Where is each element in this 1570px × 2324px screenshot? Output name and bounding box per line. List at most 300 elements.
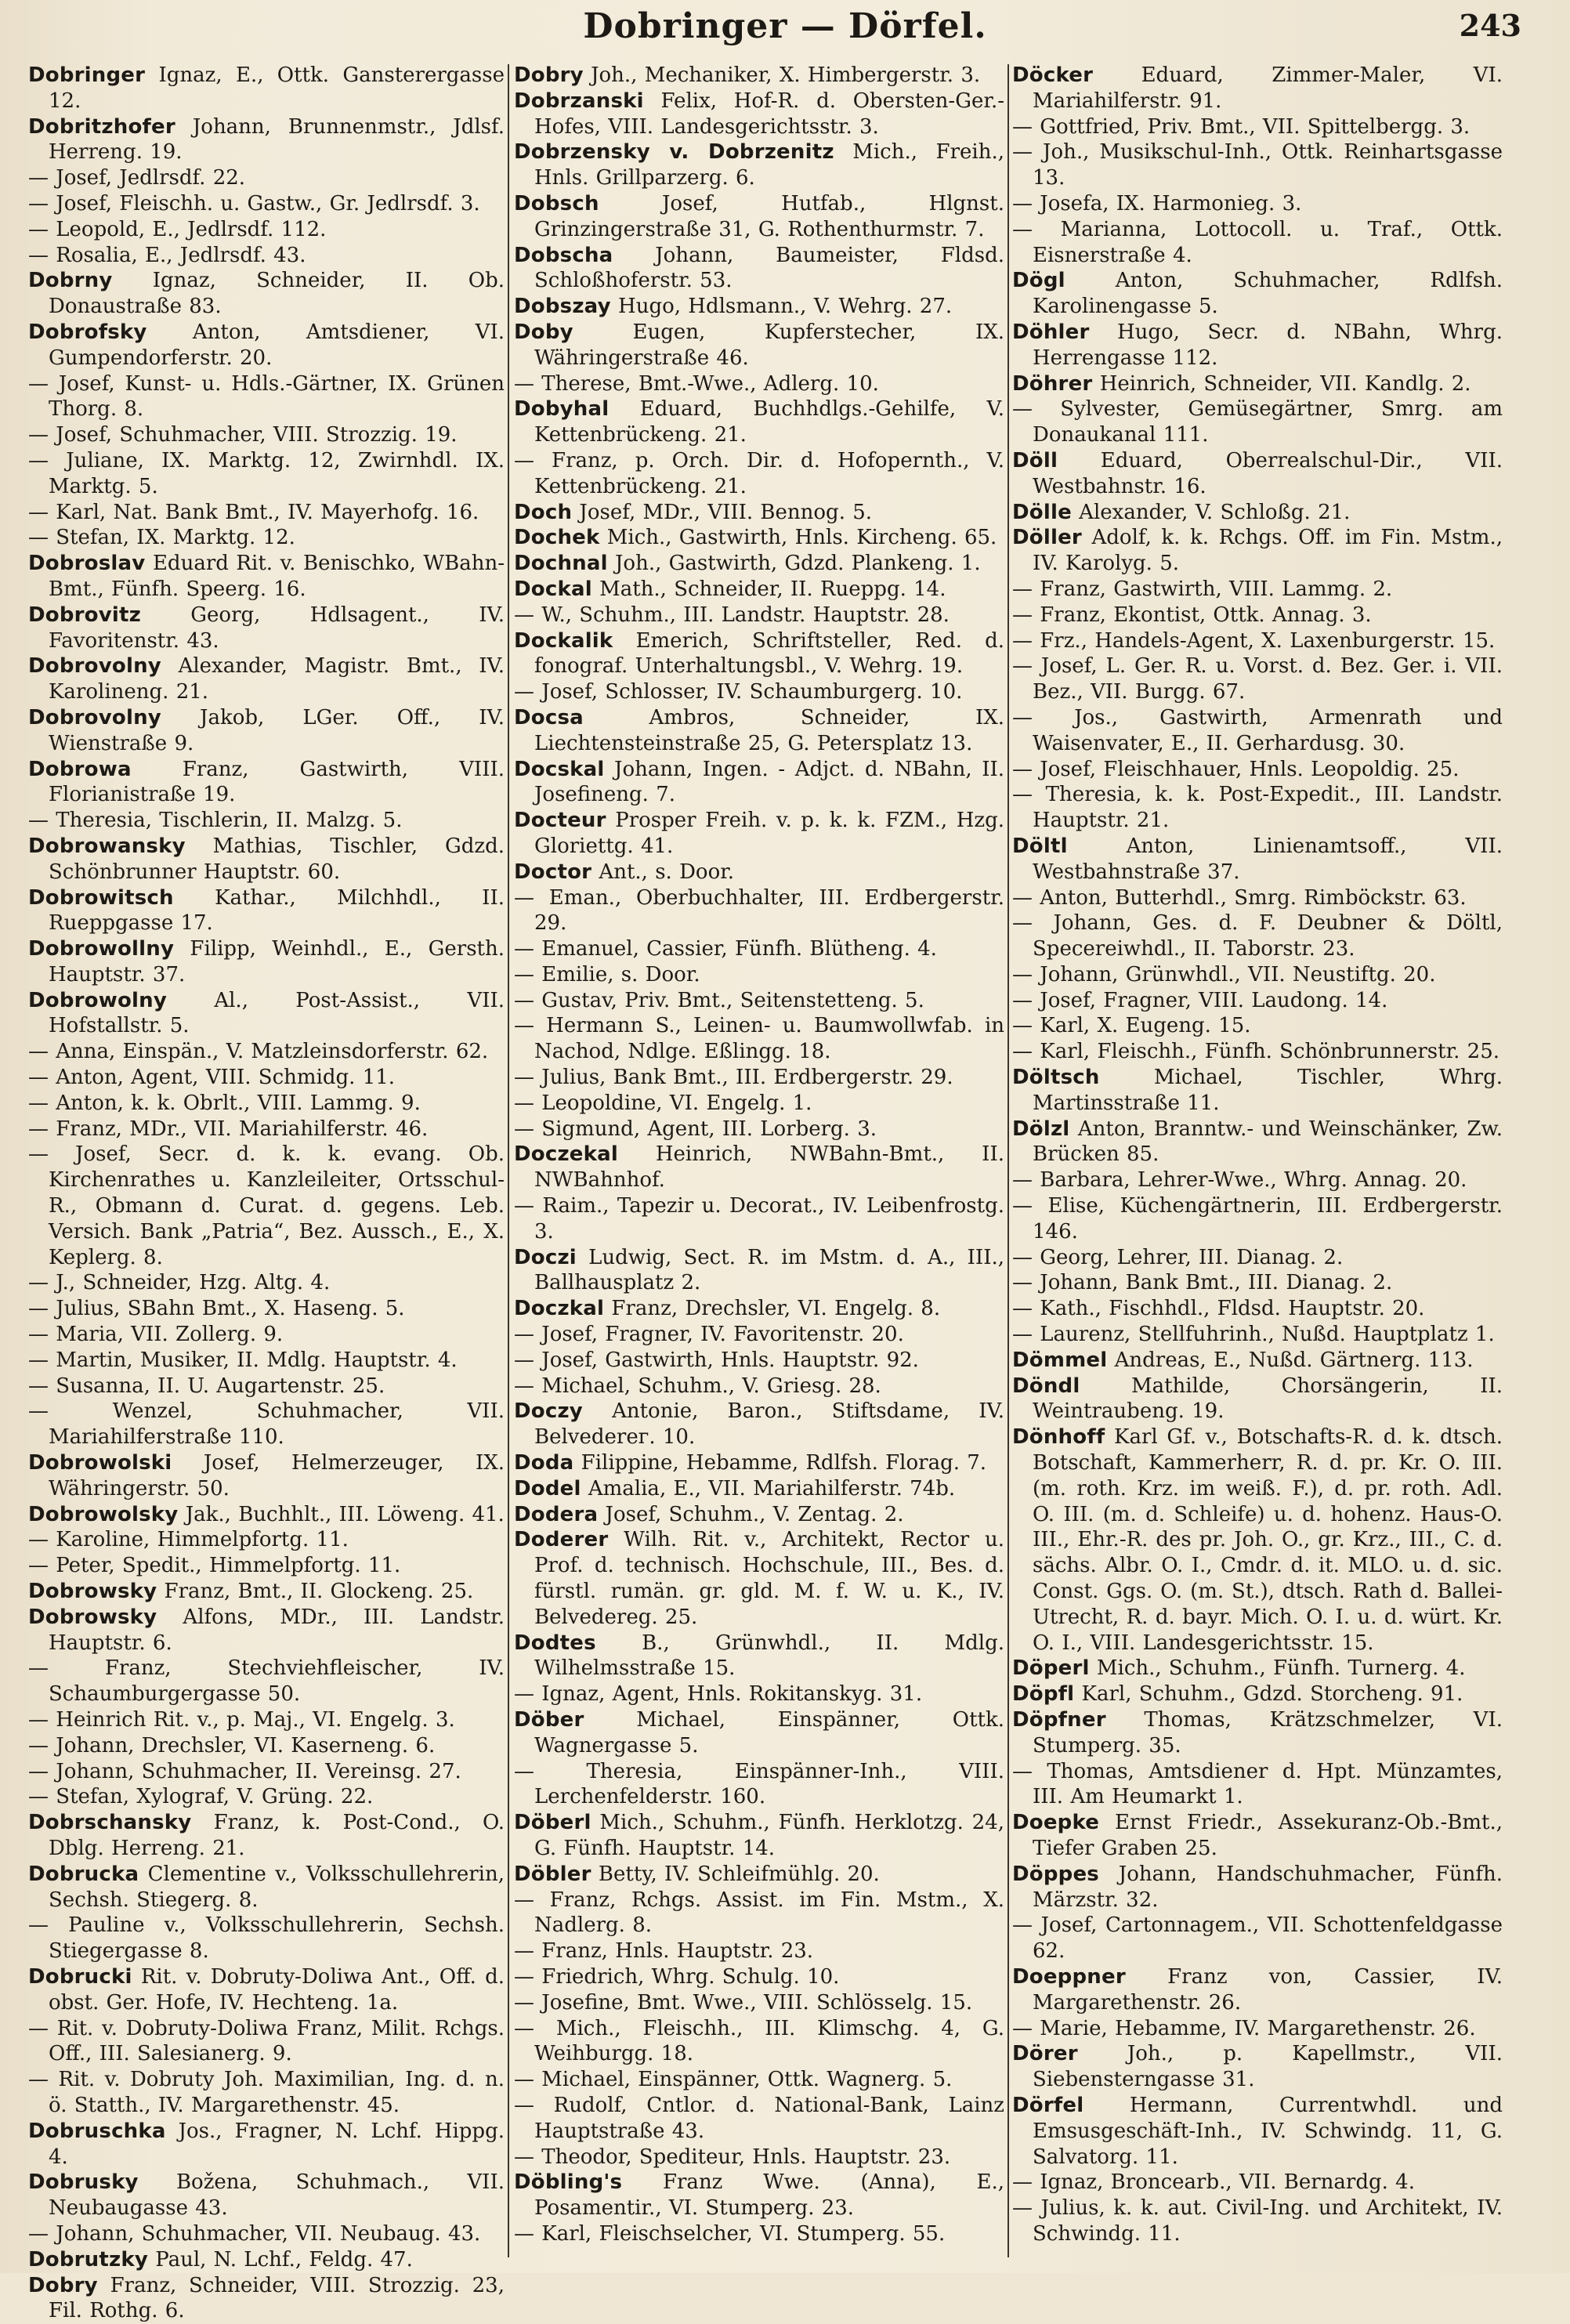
column-rule-1 [508, 64, 509, 2257]
directory-entry [514, 1938, 1004, 1964]
directory-entry [28, 1322, 505, 1348]
directory-entry [514, 2145, 1004, 2170]
directory-entry [514, 2221, 1004, 2247]
directory-entry [28, 165, 505, 191]
entry-details: Joh., p. Kapellmstr., VII. Siebensterngasse 31. [1033, 2042, 1503, 2092]
entry-details: — Karl, Nat. Bank Bmt., IV. Mayerhofg. 16. [28, 500, 479, 524]
entry-surname: Dobrowa [28, 757, 132, 781]
directory-entry [1012, 1167, 1503, 1193]
entry-details: — Mich., Fleischh., III. Klimschg. 4, G. Weihburgg. 18. [514, 2016, 1004, 2066]
entry-surname: Dobyhal [514, 397, 610, 422]
directory-entry [514, 551, 1004, 577]
entry-details: — Josefa, IX. Harmonieg. 3. [1012, 191, 1302, 215]
entry-details: — Marianna, Lottocoll. u. Traf., Ottk. Eisnerstraße 4. [1012, 217, 1503, 267]
directory-entry [514, 320, 1004, 371]
page-number: 243 [1459, 8, 1521, 43]
entry-surname: Dörfel [1012, 2093, 1084, 2117]
directory-entry [514, 89, 1004, 140]
directory-entry [514, 1245, 1004, 1297]
directory-entry [28, 1374, 505, 1399]
entry-surname: Dobrutzky [28, 2247, 148, 2272]
directory-entry [1012, 1810, 1503, 1862]
entry-surname: Dobrny [28, 269, 113, 293]
directory-entry [514, 1631, 1004, 1682]
entry-details: Božena, Schuhmach., VII. Neubaugasse 43. [49, 2170, 505, 2221]
entry-details: Mathilde, Chorsängerin, II. Weintraubeng. 19. [1033, 1374, 1503, 1424]
entry-details: — Franz, Ekontist, Ottk. Annag. 3. [1012, 603, 1372, 627]
entry-details: Kathar., Milchhdl., II. Rueppgasse 17. [49, 885, 505, 936]
entry-details: Hugo, Hdlsmann., V. Wehrg. 27. [610, 295, 953, 319]
entry-surname: Döhrer [1012, 371, 1093, 396]
entry-surname: Dobrschansky [28, 1811, 192, 1835]
directory-entry [514, 1990, 1004, 2016]
entry-details: Alfons, MDr., III. Landstr. Hauptstr. 6. [49, 1605, 505, 1655]
entry-surname: Dölle [1012, 500, 1072, 524]
directory-entry [1012, 2041, 1503, 2093]
entry-details: — Theodor, Spediteur, Hnls. Hauptstr. 23. [514, 2145, 951, 2169]
directory-entry [1012, 653, 1503, 705]
directory-entry [28, 1862, 505, 1913]
entry-surname: Döller [1012, 526, 1082, 550]
directory-entry [1012, 268, 1503, 320]
directory-entry [1012, 1862, 1503, 1913]
directory-entry [514, 243, 1004, 295]
entry-details: Rit. v. Dobruty-Doliwa Ant., Off. d. obst. Ger. Hofe, IV. Hechteng. 1a. [49, 1964, 505, 2014]
directory-entry [28, 551, 505, 603]
entry-surname: Dobscha [514, 243, 613, 267]
entry-details: Mich., Schuhm., Fünfh. Turnerg. 4. [1089, 1656, 1466, 1681]
entry-details: — Georg, Lehrer, III. Dianag. 2. [1012, 1245, 1344, 1269]
entry-details: — Stefan, IX. Marktg. 12. [28, 526, 295, 550]
entry-surname: Dörer [1012, 2042, 1078, 2066]
entry-details: — Josef, Fragner, IV. Favoritenstr. 20. [514, 1323, 904, 1347]
directory-entry [1012, 988, 1503, 1014]
entry-details: Thomas, Krätzschmelzer, VI. Stumperg. 35. [1033, 1708, 1503, 1757]
entry-details: Franz, Schneider, VIII. Strozzig. 23, Fil. Rothg. 6. [49, 2273, 505, 2323]
entry-details: — Anna, Einspän., V. Matzleinsdorferstr. 62. [28, 1040, 489, 1064]
entry-details: Franz, Drechsler, VI. Engelg. 8. [604, 1297, 941, 1321]
directory-entry [514, 2016, 1004, 2068]
directory-entry [514, 448, 1004, 500]
entry-details: Franz, Bmt., II. Glockeng. 25. [157, 1580, 474, 1604]
directory-entry [28, 705, 505, 757]
entry-surname: Dochek [514, 526, 600, 550]
directory-entry [514, 1065, 1004, 1091]
directory-entry [28, 1553, 505, 1579]
entry-details: — Heinrich Rit. v., p. Maj., VI. Engelg. 3. [28, 1708, 455, 1732]
entry-details: — Anton, Butterhdl., Smrg. Rimböckstr. 63. [1012, 885, 1467, 910]
entry-surname: Dobrowsky [28, 1605, 157, 1629]
directory-entry [28, 1270, 505, 1296]
entry-details: — Johann, Grünwhdl., VII. Neustiftg. 20. [1012, 962, 1436, 986]
directory-entry [28, 2170, 505, 2221]
directory-entry [1012, 525, 1503, 577]
entry-details: Heinrich, Schneider, VII. Kandlg. 2. [1092, 371, 1471, 396]
entry-surname: Döbling's [514, 2170, 623, 2195]
directory-entry [1012, 2195, 1503, 2247]
directory-entry [514, 1399, 1004, 1450]
entry-surname: Dögl [1012, 269, 1065, 293]
column-rule-2 [1007, 64, 1009, 2257]
entry-details: — Wenzel, Schuhmacher, VII. Mariahilferstraße 110. [28, 1399, 505, 1450]
entry-details: — Peter, Spedit., Himmelpfortg. 11. [28, 1554, 401, 1578]
directory-entry [514, 757, 1004, 809]
directory-entry [514, 63, 1004, 89]
directory-entry [1012, 1656, 1503, 1681]
entry-details: Mich., Freih., Hnls. Grillparzerg. 6. [534, 140, 1005, 190]
directory-entry [1012, 1039, 1503, 1065]
entry-details: Alexander, Magistr. Bmt., IV. Karolineng. 21. [49, 654, 505, 704]
entry-details: Ludwig, Sect. R. im Mstm. d. A., III., Ballhausplatz 2. [534, 1245, 1004, 1295]
directory-entry [28, 1759, 505, 1785]
entry-details: — Franz, Gastwirth, VIII. Lammg. 2. [1012, 577, 1393, 601]
entry-details: — Johann, Schuhmacher, II. Vereinsg. 27. [28, 1759, 461, 1783]
entry-surname: Doda [514, 1451, 574, 1475]
directory-entry [514, 1193, 1004, 1245]
directory-entry [514, 1296, 1004, 1322]
directory-entry [28, 1579, 505, 1605]
directory-entry [28, 808, 505, 834]
directory-entry [28, 1527, 505, 1553]
entry-details: — Karl, Fleischselcher, VI. Stumperg. 55. [514, 2221, 946, 2246]
entry-surname: Döpfner [1012, 1708, 1106, 1732]
directory-entry [514, 2093, 1004, 2145]
entry-details: Paul, N. Lchf., Feldg. 47. [148, 2247, 413, 2272]
directory-entry [28, 371, 505, 423]
entry-surname: Doczekal [514, 1142, 618, 1167]
entry-surname: Döppes [1012, 1862, 1099, 1886]
entry-details: — Friedrich, Whrg. Schulg. 10. [514, 1964, 840, 1989]
entry-surname: Doderer [514, 1528, 609, 1552]
entry-details: Mathias, Tischler, Gdzd. Schönbrunner Hauptstr. 60. [49, 834, 505, 884]
directory-entry [514, 1117, 1004, 1142]
entry-details: — Josef, Secr. d. k. k. evang. Ob. Kirchenrathes u. Kanzleileiter, Ortsschul-R., Obmann d. Curat. d. gegens. Leb. Versich. Bank „Patria“, Bez. Aussch., E., X. Keplerg. 8. [28, 1142, 505, 1269]
entry-details: — Susanna, II. U. Augartenstr. 25. [28, 1374, 385, 1398]
entry-details: — Michael, Schuhm., V. Griesg. 28. [514, 1374, 881, 1398]
directory-entry [514, 1476, 1004, 1502]
directory-entry [1012, 834, 1503, 885]
entry-details: — Franz, Hnls. Hauptstr. 23. [514, 1939, 814, 1964]
entry-surname: Docsa [514, 705, 584, 729]
directory-entry [514, 628, 1004, 680]
entry-surname: Dobrucki [28, 1964, 132, 1989]
entry-details: — Raim., Tapezir u. Decorat., IV. Leibenfrostg. 3. [514, 1194, 1004, 1243]
entry-surname: Dobrowolny [28, 988, 167, 1012]
directory-entry [1012, 63, 1503, 114]
directory-entry [1012, 191, 1503, 217]
entry-details: — Eman., Oberbuchhalter, III. Erdbergerstr. 29. [514, 885, 1004, 936]
directory-entry [28, 1142, 505, 1270]
entry-surname: Dobsch [514, 191, 599, 215]
entry-details: Johann, Brunnenmstr., Jdlsf. Herreng. 19. [49, 114, 505, 165]
entry-surname: Dömmel [1012, 1348, 1108, 1372]
entry-details: Felix, Hof-R. d. Obersten-Ger.-Hofes, VIII. Landesgerichtsstr. 3. [534, 89, 1004, 139]
entry-details: — Juliane, IX. Marktg. 12, Zwirnhdl. IX. Marktg. 5. [28, 448, 505, 498]
directory-entry [28, 525, 505, 551]
directory-entry [28, 1605, 505, 1656]
directory-entry [1012, 628, 1503, 654]
directory-entry [1012, 2093, 1503, 2170]
directory-entry [28, 936, 505, 988]
directory-entry [514, 603, 1004, 628]
entry-details: Clementine v., Volksschullehrerin, Sechsh. Stiegerg. 8. [49, 1862, 505, 1912]
directory-entry [1012, 1374, 1503, 1425]
entry-details: Ignaz, Schneider, II. Ob. Donaustraße 83. [49, 269, 505, 319]
entry-surname: Döber [514, 1708, 584, 1732]
entry-details: — Theresia, Einspänner-Inh., VIII. Lerchenfelderstr. 160. [514, 1759, 1004, 1809]
entry-details: Hugo, Secr. d. NBahn, Whrg. Herrengasse 112. [1033, 320, 1503, 370]
entry-surname: Dobry [28, 2273, 98, 2297]
entry-details: — Julius, Bank Bmt., III. Erdbergerstr. 29. [514, 1066, 953, 1090]
directory-entry [514, 1862, 1004, 1888]
directory-entry [28, 1733, 505, 1759]
entry-details: Anton, Schuhmacher, Rdlfsh. Karolinengasse 5. [1033, 269, 1503, 319]
entry-details: Wilh. Rit. v., Architekt, Rector u. Prof. d. technisch. Hochschule, III., Bes. d. fürstl. rumän. gr. gld. M. f. W. u. K., IV. Belvedereg. 25. [534, 1528, 1004, 1629]
entry-details: — Julius, k. k. aut. Civil-Ing. und Architekt, IV. Schwindg. 11. [1012, 2196, 1503, 2246]
directory-entry [514, 191, 1004, 243]
directory-entry [1012, 757, 1503, 783]
entry-details: — Josef, Kunst- u. Hdls.-Gärtner, IX. Grünen Thorg. 8. [28, 371, 505, 422]
entry-details: Karl Gf. v., Botschafts-R. d. k. dtsch. Botschaft, Kammerherr, R. d. pr. Kr. O. III. (m. roth. Krz. im weiß. F.), d. pr. roth. Adl. O. III. (m. d. Schleife) u. d. hohenz. Haus-O. III., Ehr.-R. des pr. Joh. O., gr. Krz., III., C. d. sächs. Albr. O. I., Cmdr. d. it. MLO. u. d. sic. Const. Ggs. O. (m. St.), dtsch. Rath d. Ballei-Utrecht, R. d. bayr. Mich. O. I. u. d. würt. Kr. O. I., VIII. Landesgerichtsstr. 15. [1033, 1425, 1503, 1655]
entry-details: Adolf, k. k. Rchgs. Off. im Fin. Mstm., IV. Karolyg. 5. [1033, 526, 1503, 576]
entry-details: Ignaz, E., Ottk. Gansterergasse 12. [49, 63, 505, 113]
entry-details: — Kath., Fischhdl., Fldsd. Hauptstr. 20. [1012, 1297, 1425, 1321]
directory-entry [1012, 139, 1503, 191]
directory-entry [1012, 1245, 1503, 1271]
entry-details: Prosper Freih. v. p. k. k. FZM., Hzg. Gloriettg. 41. [534, 809, 1004, 858]
entry-surname: Doctor [514, 860, 592, 884]
entry-details: — Johann, Schuhmacher, VII. Neubaug. 43. [28, 2221, 481, 2246]
entry-details: — Josef, Schuhmacher, VIII. Strozzig. 19. [28, 423, 458, 447]
entry-details: Anton, Linienamtsoff., VII. Westbahnstraße 37. [1033, 834, 1503, 884]
entry-surname: Dobritzhofer [28, 114, 175, 139]
entry-details: Eugen, Kupferstecher, IX. Währingerstraße 46. [534, 320, 1004, 370]
entry-details: Franz, k. Post-Cond., O. Dblg. Herreng. 21. [49, 1811, 505, 1860]
directory-entry [514, 705, 1004, 757]
directory-entry [28, 2221, 505, 2247]
entry-surname: Doepke [1012, 1811, 1100, 1835]
directory-entry [514, 988, 1004, 1014]
entry-details: Jakob, LGer. Off., IV. Wienstraße 9. [49, 705, 505, 755]
entry-details: — Franz, Stechviehfleischer, IV. Schaumburgergasse 50. [28, 1656, 505, 1707]
entry-details: Betty, IV. Schleifmühlg. 20. [591, 1862, 880, 1886]
entry-details: — W., Schuhm., III. Landstr. Hauptstr. 28. [514, 603, 950, 627]
directory-entry [1012, 1117, 1503, 1168]
entry-surname: Dobry [514, 63, 584, 87]
entry-surname: Doch [514, 500, 573, 524]
entry-surname: Doczy [514, 1399, 583, 1424]
entry-details: — Michael, Einspänner, Ottk. Wagnerg. 5. [514, 2068, 953, 2092]
directory-entry [1012, 577, 1503, 603]
entry-details: — Johann, Drechsler, VI. Kaserneng. 6. [28, 1733, 436, 1757]
entry-details: — Martin, Musiker, II. Mdlg. Hauptstr. 4. [28, 1348, 458, 1372]
directory-entry [1012, 1681, 1503, 1707]
entry-details: Jak., Buchhlt., III. Löweng. 41. [178, 1502, 505, 1526]
entry-details: Joh., Gastwirth, Gdzd. Plankeng. 1. [607, 552, 981, 576]
entry-details: Mich., Schuhm., Fünfh. Herklotzg. 24, G. Fünfh. Hauptstr. 14. [534, 1811, 1004, 1860]
entry-details: — Jos., Gastwirth, Armenrath und Waisenvater, E., II. Gerhardusg. 30. [1012, 705, 1503, 755]
directory-entry [28, 268, 505, 320]
directory-entry [28, 422, 505, 448]
directory-entry [28, 191, 505, 217]
entry-surname: Döndl [1012, 1374, 1080, 1398]
directory-entry [1012, 910, 1503, 962]
directory-entry [514, 1810, 1004, 1862]
entry-details: — Marie, Hebamme, IV. Margarethenstr. 26. [1012, 2016, 1476, 2040]
directory-entry [1012, 1348, 1503, 1374]
entry-surname: Dobringer [28, 63, 146, 87]
entry-details: Georg, Hdlsagent., IV. Favoritenstr. 43. [49, 603, 505, 653]
entry-surname: Dölzl [1012, 1117, 1070, 1141]
entry-details: Eduard, Zimmer-Maler, VI. Mariahilferstr. 91. [1033, 63, 1503, 113]
entry-details: Ant., s. Door. [591, 860, 735, 884]
directory-entry [514, 1888, 1004, 1939]
entry-details: — Anton, Agent, VIII. Schmidg. 11. [28, 1066, 396, 1090]
directory-entry [28, 2273, 505, 2324]
entry-details: — Josef, L. Ger. R. u. Vorst. d. Bez. Ger. i. VII. Bez., VII. Burgg. 67. [1012, 654, 1503, 704]
entry-details: Emerich, Schriftsteller, Red. d. fonograf. Unterhaltungsbl., V. Wehrg. 19. [534, 628, 1004, 679]
entry-details: — Rosalia, E., Jedlrsdf. 43. [28, 243, 306, 267]
entry-details: — Josef, Fleischh. u. Gastw., Gr. Jedlrsdf. 3. [28, 191, 480, 215]
directory-entry [28, 1450, 505, 1502]
entry-surname: Dobrowitsch [28, 885, 174, 910]
entry-details: Filippine, Hebamme, Rdlfsh. Florag. 7. [573, 1451, 987, 1475]
entry-details: — Joh., Musikschul-Inh., Ottk. Reinhartsgasse 13. [1012, 140, 1503, 190]
entry-details: Josef, MDr., VIII. Bennog. 5. [572, 500, 873, 524]
directory-entry [514, 885, 1004, 937]
directory-entry [1012, 1013, 1503, 1039]
entry-details: Joh., Mechaniker, X. Himbergerstr. 3. [583, 63, 981, 87]
entry-details: — Emilie, s. Door. [514, 962, 700, 986]
entry-details: — Johann, Bank Bmt., III. Dianag. 2. [1012, 1271, 1393, 1295]
entry-details: Hermann, Currentwhdl. und Emsusgeschäft-Inh., IV. Schwindg. 11, G. Salvatorg. 11. [1033, 2093, 1503, 2169]
entry-details: — Josef, Fragner, VIII. Laudong. 14. [1012, 988, 1388, 1012]
entry-details: — Pauline v., Volksschullehrerin, Sechsh. Stiegergasse 8. [28, 1913, 505, 1964]
entry-surname: Döcker [1012, 63, 1094, 87]
entry-details: — Karl, Fleischh., Fünfh. Schönbrunnerstr. 25. [1012, 1040, 1500, 1064]
entry-details: — Emanuel, Cassier, Fünfh. Blütheng. 4. [514, 937, 937, 961]
entry-details: Mich., Gastwirth, Hnls. Kircheng. 65. [599, 526, 997, 550]
directory-entry [514, 2170, 1004, 2221]
directory-entry [28, 114, 505, 166]
directory-entry [514, 1502, 1004, 1528]
directory-entry [28, 885, 505, 937]
directory-entry [514, 1091, 1004, 1117]
directory-entry [28, 1784, 505, 1810]
entry-details: — Josef, Gastwirth, Hnls. Hauptstr. 92. [514, 1348, 919, 1372]
directory-entry [28, 988, 505, 1040]
entry-details: — Elise, Küchengärtnerin, III. Erdbergerstr. 146. [1012, 1194, 1503, 1243]
column-1 [28, 63, 505, 2323]
directory-entry [514, 860, 1004, 885]
entry-surname: Döhler [1012, 320, 1090, 344]
entry-surname: Dobrzensky v. Dobrzenitz [514, 140, 834, 165]
entry-details: B., Grünwhdl., II. Mdlg. Wilhelmsstraße 15. [534, 1631, 1004, 1681]
entry-details: — Theresia, k. k. Post-Expedit., III. Landstr. Hauptstr. 21. [1012, 783, 1503, 833]
directory-entry [514, 1964, 1004, 1990]
entry-details: Al., Post-Assist., VII. Hofstallstr. 5. [49, 988, 505, 1038]
directory-entry [514, 1322, 1004, 1348]
directory-entry [1012, 1065, 1503, 1117]
entry-surname: Docskal [514, 757, 605, 781]
directory-entry [514, 371, 1004, 397]
directory-entry [1012, 1759, 1503, 1811]
directory-entry [28, 1296, 505, 1322]
directory-entry [28, 1810, 505, 1862]
entry-surname: Dobruschka [28, 2119, 166, 2143]
directory-entry [514, 1450, 1004, 1476]
entry-details: — Gustav, Priv. Bmt., Seitenstetteng. 5. [514, 988, 924, 1012]
entry-details: — Rit. v. Dobruty-Doliwa Franz, Milit. Rchgs. Off., III. Salesianerg. 9. [28, 2016, 505, 2066]
directory-entry [514, 396, 1004, 448]
directory-entry [28, 603, 505, 654]
directory-entry [28, 2067, 505, 2119]
entry-details: — Ignaz, Broncearb., VII. Bernardg. 4. [1012, 2170, 1415, 2195]
directory-entry [514, 962, 1004, 988]
directory-entry [514, 525, 1004, 551]
entry-details: Josef, Hutfab., Hlgnst. Grinzingerstraße 31, G. Rothenthurmstr. 7. [534, 191, 1004, 241]
entry-details: Michael, Tischler, Whrg. Martinsstraße 11. [1033, 1066, 1503, 1115]
directory-entry [1012, 1424, 1503, 1656]
directory-entry [28, 1117, 505, 1142]
directory-entry [514, 679, 1004, 705]
entry-details: — Laurenz, Stellfuhrinh., Nußd. Hauptplatz 1. [1012, 1323, 1495, 1347]
entry-surname: Dobrucka [28, 1862, 139, 1886]
entry-details: — Gottfried, Priv. Bmt., VII. Spittelbergg. 3. [1012, 114, 1471, 139]
directory-entry [514, 1374, 1004, 1399]
entry-details: Franz, Gastwirth, VIII. Florianistraße 19. [49, 757, 505, 807]
entry-details: — Therese, Bmt.-Wwe., Adlerg. 10. [514, 371, 879, 396]
entry-details: — Julius, SBahn Bmt., X. Haseng. 5. [28, 1297, 405, 1321]
directory-entry [1012, 1964, 1503, 2016]
entry-details: Franz Wwe. (Anna), E., Posamentir., VI. Stumperg. 23. [534, 2170, 1004, 2221]
directory-entry [28, 320, 505, 371]
directory-entry [1012, 371, 1503, 397]
directory-entry [28, 2016, 505, 2068]
entry-surname: Dockalik [514, 628, 613, 653]
directory-entry [1012, 217, 1503, 269]
directory-entry [514, 936, 1004, 962]
entry-surname: Dobrovitz [28, 603, 141, 627]
directory-entry [28, 2247, 505, 2273]
directory-entry [1012, 320, 1503, 371]
directory-entry [28, 448, 505, 500]
entry-details: Filipp, Weinhdl., E., Gersth. Hauptstr. 37. [49, 937, 505, 986]
entry-details: — Josef, Schlosser, IV. Schaumburgerg. 10. [514, 680, 963, 704]
directory-entry [28, 1065, 505, 1091]
entry-surname: Döberl [514, 1811, 591, 1835]
entry-surname: Dochnal [514, 552, 608, 576]
entry-surname: Dobrofsky [28, 320, 147, 344]
entry-surname: Docteur [514, 809, 606, 833]
entry-details: — Sigmund, Agent, III. Lorberg. 3. [514, 1117, 877, 1141]
entry-surname: Dobrowolsky [28, 1502, 179, 1526]
directory-entry [1012, 1270, 1503, 1296]
directory-entry [1012, 448, 1503, 500]
entry-details: Ernst Friedr., Assekuranz-Ob.-Bmt., Tiefer Graben 25. [1033, 1811, 1503, 1860]
entry-details: — Barbara, Lehrer-Wwe., Whrg. Annag. 20. [1012, 1168, 1467, 1193]
entry-details: — Leopold, E., Jedlrsdf. 112. [28, 217, 327, 241]
entry-details: — Sylvester, Gemüsegärtner, Smrg. am Donaukanal 111. [1012, 397, 1503, 447]
entry-surname: Doczi [514, 1245, 577, 1269]
directory-entry [514, 577, 1004, 603]
directory-entry [514, 500, 1004, 526]
entry-surname: Dobrowsky [28, 1580, 157, 1604]
entry-details: Johann, Handschuhmacher, Fünfh. Märzstr. 32. [1033, 1862, 1503, 1912]
directory-entry [1012, 500, 1503, 526]
entry-surname: Döltl [1012, 834, 1068, 858]
entry-details: Anton, Branntw.- und Weinschänker, Zw. Brücken 85. [1033, 1117, 1503, 1167]
